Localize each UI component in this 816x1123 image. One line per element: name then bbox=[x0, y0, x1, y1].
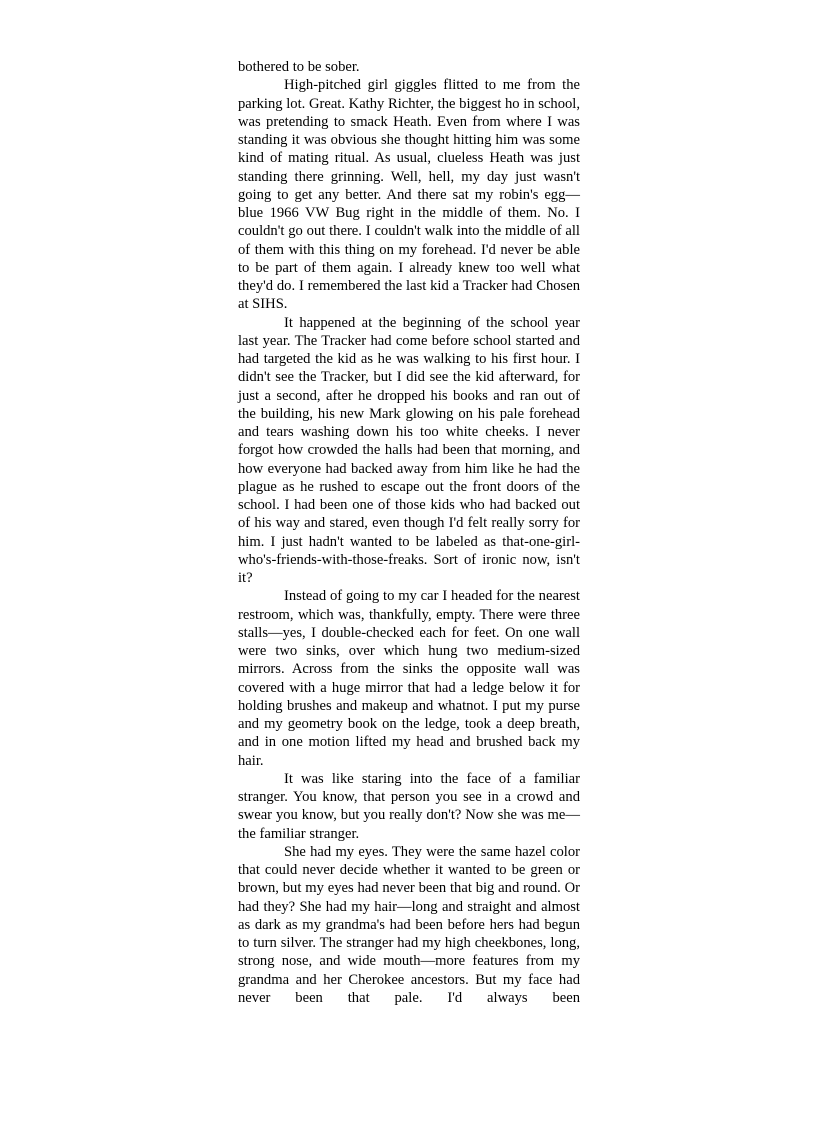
paragraph-her-eyes: She had my eyes. They were the same hazel color that could never decide whether it wanted to be green or brown, but my eyes had never been that big and round. Or had they? She had my hair—long and straight and almost as dark as my grandma's had been before hers had begun to turn silver. The stranger had my high cheekbones, long, strong nose, and wide mouth—more features from my grandma and her Cherokee ancestors. But my face had never been that pale. I'd always been bbox=[238, 843, 580, 1006]
paragraph-tracker-memory: It happened at the beginning of the school year last year. The Tracker had come before school started and had targeted the kid as he was walking to his first hour. I didn't see the Tracker, but I did see the kid afterward, for just a second, after he dropped his books and ran out of the building, his new Mark glowing on his pale forehead and tears washing down his too white cheeks. I never forgot how crowded the halls had been that morning, and how everyone had backed away from him like he had the plague as he rushed to escape out the front doors of the school. I had been one of those kids who had backed out of his way and stared, even though I'd felt really sorry for him. I just hadn't wanted to be labeled as that-one-girl-who's-friends-with-those-freaks. Sort of ironic now, isn't it? bbox=[238, 314, 580, 586]
book-page-text bbox=[238, 58, 580, 1007]
paragraph-restroom: Instead of going to my car I headed for the nearest restroom, which was, thankfully, empty. There were three stalls—yes, I double-checked each for feet. On one wall were two sinks, over which hung two medium-sized mirrors. Across from the sinks the opposite wall was covered with a huge mirror that had a ledge below it for holding brushes and makeup and whatnot. I put my purse and my geometry book on the ledge, took a deep breath, and in one motion lifted my head and brushed back my hair. bbox=[238, 588, 580, 769]
paragraph-familiar-stranger: It was like staring into the face of a familiar stranger. You know, that person you see in a crowd and swear you know, but you really don't? Now she was me—the familiar stranger. bbox=[238, 770, 580, 842]
paragraph-parking-lot: High-pitched girl giggles flitted to me from the parking lot. Great. Kathy Richter, the biggest ho in school, was pretending to smack Heath. Even from where I was standing it was obvious she thought hitting him was some kind of mating ritual. As usual, clueless Heath was just standing there grinning. Well, hell, my day just wasn't going to get any better. And there sat my robin's egg—blue 1966 VW Bug right in the middle of them. No. I couldn't go out there. I couldn't walk into the middle of all of them with this thing on my forehead. I'd never be able to be part of them again. I already knew too well what they'd do. I remembered the last kid a Tracker had Chosen at SIHS. bbox=[238, 77, 580, 313]
paragraph-continued: bothered to be sober. bbox=[238, 59, 360, 75]
